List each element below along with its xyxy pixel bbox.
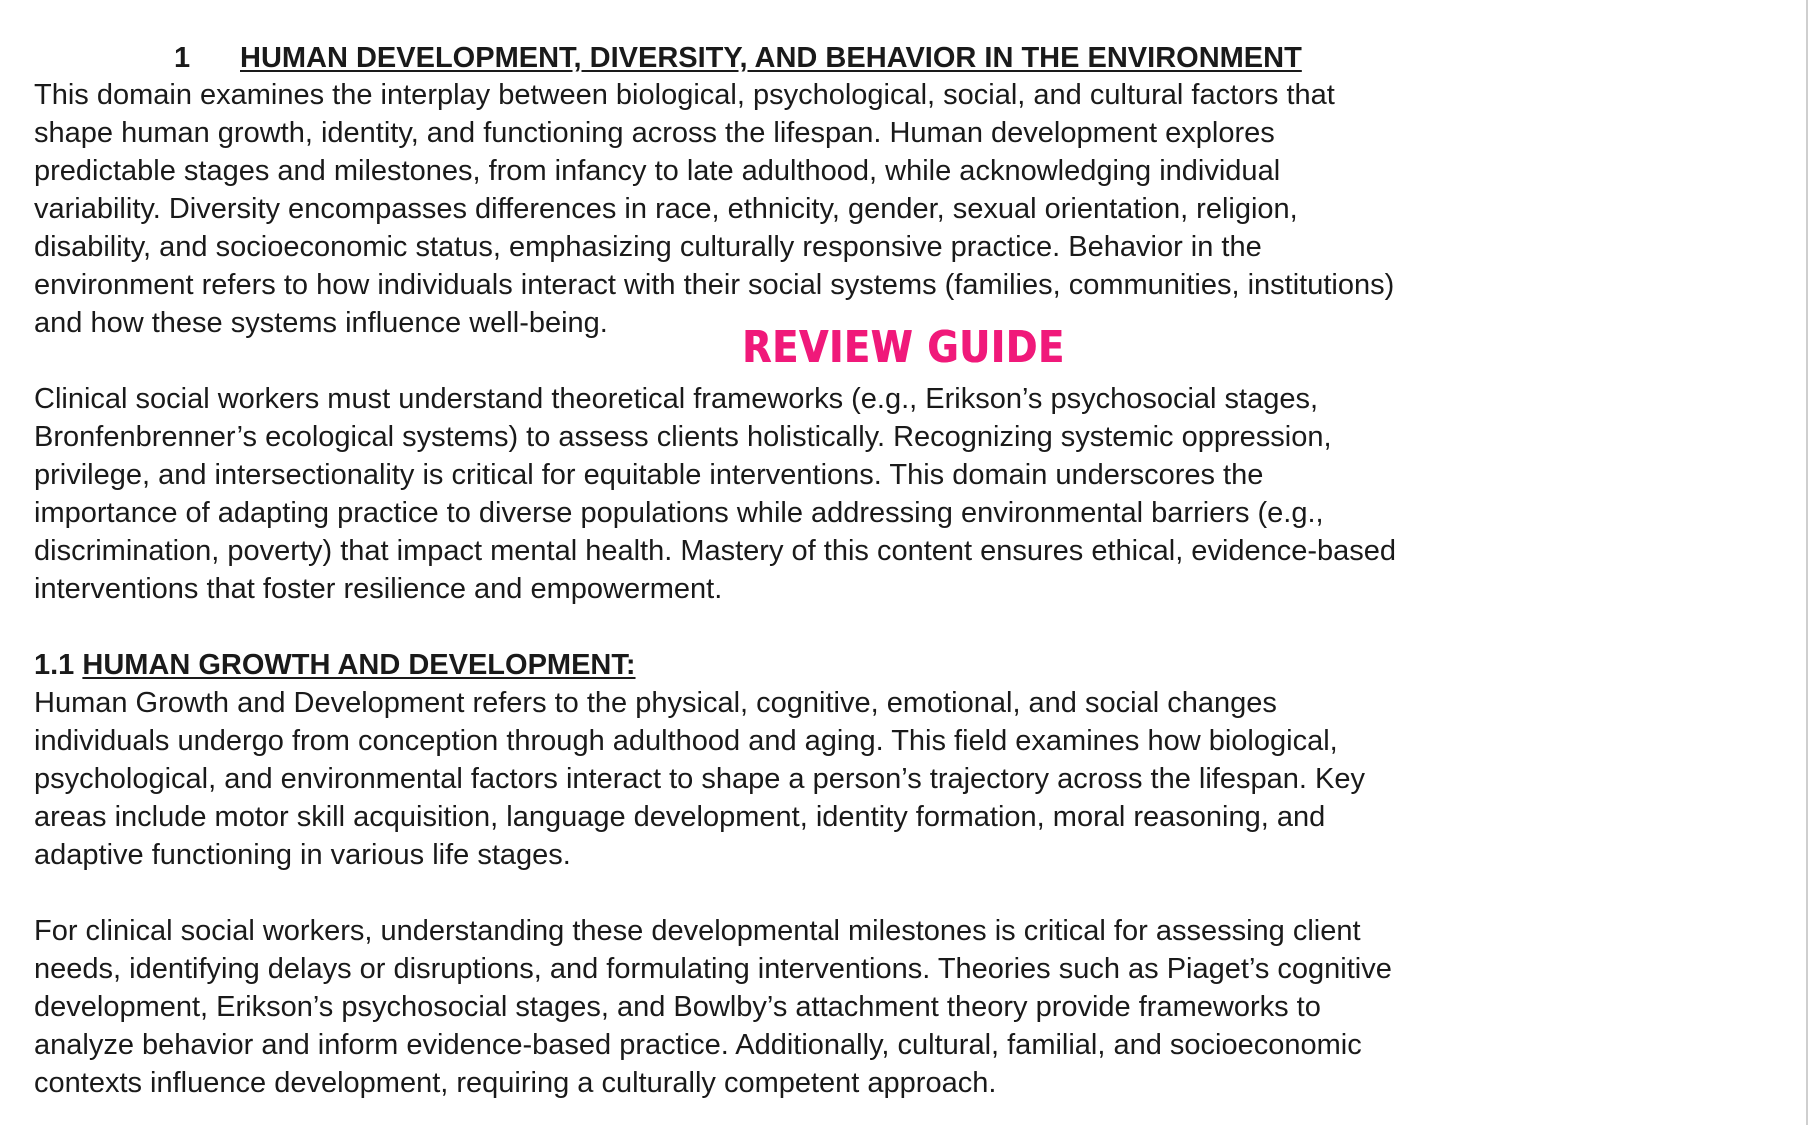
text-line: needs, identifying delays or disruptions, and formulating interventions. Theories such as Piaget’s cognitive	[34, 953, 1392, 985]
text-line: analyze behavior and inform evidence-based practice. Additionally, cultural, familial, and socioeconomic	[34, 1029, 1362, 1061]
text-line: adaptive functioning in various life stages.	[34, 839, 571, 871]
text-line: and how these systems influence well-being.	[34, 307, 608, 339]
text-line: Clinical social workers must understand theoretical frameworks (e.g., Erikson’s psychosocial stages,	[34, 383, 1319, 415]
document-page	[34, 40, 1594, 1102]
section-1-intro-paragraph	[34, 76, 1594, 342]
text-line: contexts influence development, requiring a culturally competent approach.	[34, 1067, 997, 1099]
section-heading-1	[34, 40, 1594, 76]
text-line: variability. Diversity encompasses differences in race, ethnicity, gender, sexual orientation, religion,	[34, 193, 1298, 225]
section-1-1-second-paragraph	[34, 912, 1594, 1102]
text-line: discrimination, poverty) that impact mental health. Mastery of this content ensures ethical, evidence-based	[34, 535, 1397, 567]
section-1-second-paragraph	[34, 380, 1594, 608]
text-line: Human Growth and Development refers to the physical, cognitive, emotional, and social changes	[34, 687, 1277, 719]
review-guide-watermark: REVIEW GUIDE	[742, 322, 1065, 373]
text-line: environment refers to how individuals interact with their social systems (families, communities, institutions)	[34, 269, 1395, 301]
text-line: importance of adapting practice to diverse populations while addressing environmental barriers (e.g.,	[34, 497, 1324, 529]
text-line: areas include motor skill acquisition, language development, identity formation, moral reasoning, and	[34, 801, 1326, 833]
text-line: individuals undergo from conception through adulthood and aging. This field examines how biological,	[34, 725, 1338, 757]
text-line: shape human growth, identity, and functioning across the lifespan. Human development explores	[34, 117, 1275, 149]
text-line: privilege, and intersectionality is critical for equitable interventions. This domain underscores the	[34, 459, 1264, 491]
section-heading-1-1	[34, 646, 1594, 684]
paragraph-gap	[34, 874, 1594, 912]
section-number: 1	[174, 42, 191, 74]
text-line: This domain examines the interplay between biological, psychological, social, and cultural factors that	[34, 79, 1335, 111]
text-line: interventions that foster resilience and empowerment.	[34, 573, 723, 605]
text-line: psychological, and environmental factors interact to shape a person’s trajectory across the lifespan. Key	[34, 763, 1365, 795]
section-1-1-first-paragraph	[34, 684, 1594, 874]
text-line: predictable stages and milestones, from infancy to late adulthood, while acknowledging individual	[34, 155, 1281, 187]
section-title: HUMAN DEVELOPMENT, DIVERSITY, AND BEHAVIOR IN THE ENVIRONMENT	[240, 42, 1302, 74]
subsection-title: HUMAN GROWTH AND DEVELOPMENT:	[82, 649, 636, 681]
text-line: development, Erikson’s psychosocial stages, and Bowlby’s attachment theory provide frameworks to	[34, 991, 1321, 1023]
paragraph-gap	[34, 608, 1594, 646]
text-line: disability, and socioeconomic status, emphasizing culturally responsive practice. Behavior in the	[34, 231, 1262, 263]
text-line: Bronfenbrenner’s ecological systems) to assess clients holistically. Recognizing systemic oppression,	[34, 421, 1332, 453]
subsection-number: 1.1	[34, 649, 75, 681]
text-line: For clinical social workers, understanding these developmental milestones is critical for assessing client	[34, 915, 1361, 947]
